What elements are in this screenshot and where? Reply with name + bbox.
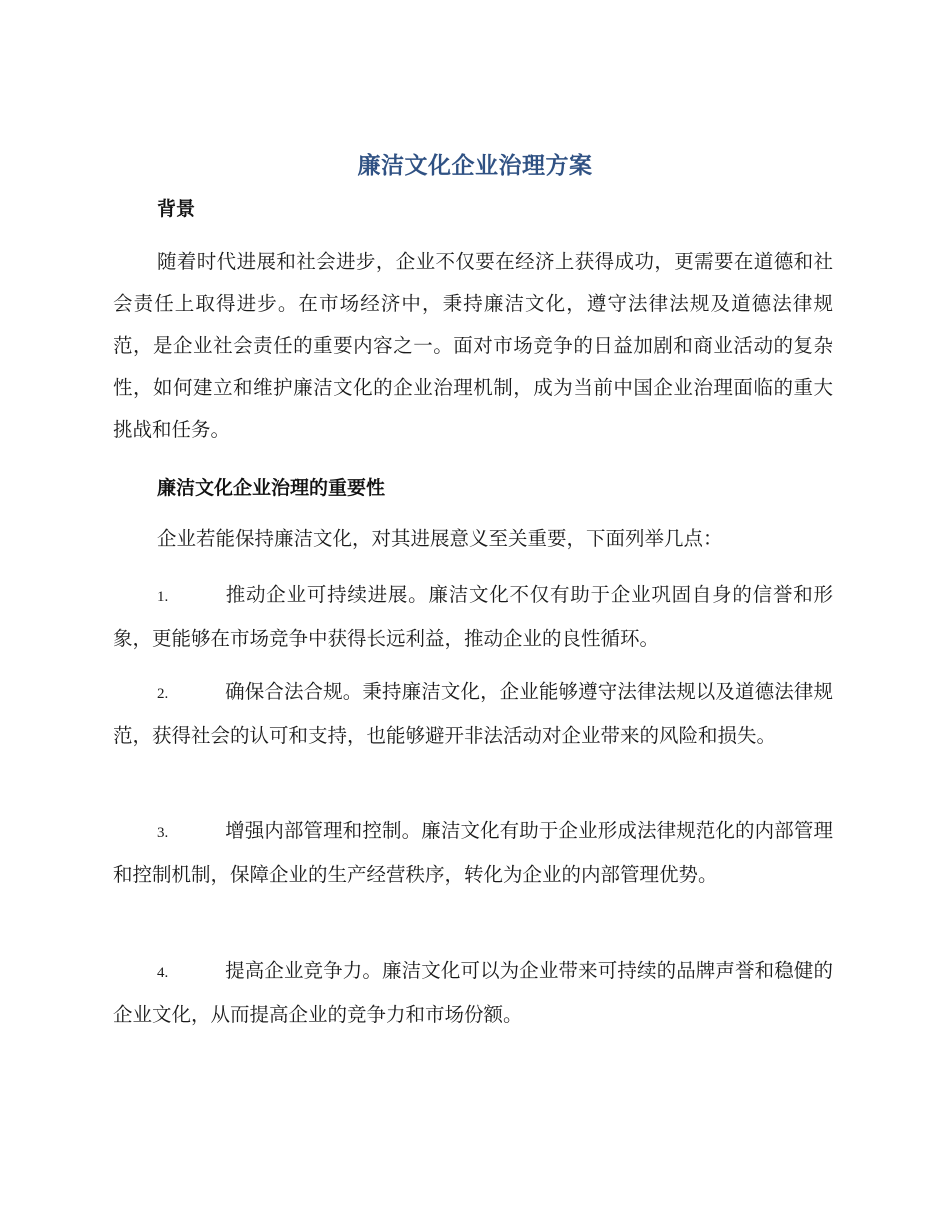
list-item-number: 2. — [157, 686, 169, 702]
list-item-text: 推动企业可持续进展。廉洁文化不仅有助于企业巩固自身的信誉和形象，更能够在市场竞争中获得长远利益，推动企业的良性循环。 — [113, 583, 833, 650]
list-item — [113, 574, 833, 660]
list-item-text: 确保合法合规。秉持廉洁文化，企业能够遵守法律法规以及道德法律规范，获得社会的认可和支持，也能够避开非法活动对企业带来的风险和损失。 — [113, 680, 833, 747]
list-item-number: 1. — [157, 589, 169, 605]
section-heading-importance: 廉洁文化企业治理的重要性 — [157, 477, 386, 499]
list-item — [113, 671, 833, 757]
list-item-number: 4. — [157, 965, 169, 981]
list-item-text: 增强内部管理和控制。廉洁文化有助于企业形成法律规范化的内部管理和控制机制，保障企业的生产经营秩序，转化为企业的内部管理优势。 — [113, 819, 833, 886]
list-item — [113, 950, 833, 1036]
list-item-number: 3. — [157, 825, 169, 841]
importance-intro: 企业若能保持廉洁文化，对其进展意义至关重要，下面列举几点： — [157, 527, 723, 550]
list-item-text: 提高企业竞争力。廉洁文化可以为企业带来可持续的品牌声誉和稳健的企业文化，从而提高企业的竞争力和市场份额。 — [113, 959, 833, 1026]
list-item — [113, 810, 833, 896]
document-title: 廉洁文化企业治理方案 — [357, 153, 593, 179]
background-paragraph: 随着时代进展和社会进步，企业不仅要在经济上获得成功，更需要在道德和社会责任上取得进步。在市场经济中，秉持廉洁文化，遵守法律法规及道德法律规范，是企业社会责任的重要内容之一。面对市场竞争的日益加剧和商业活动的复杂性，如何建立和维护廉洁文化的企业治理机制，成为当前中国企业治理面临的重大挑战和任务。 — [113, 250, 833, 441]
section-heading-background: 背景 — [157, 198, 196, 220]
